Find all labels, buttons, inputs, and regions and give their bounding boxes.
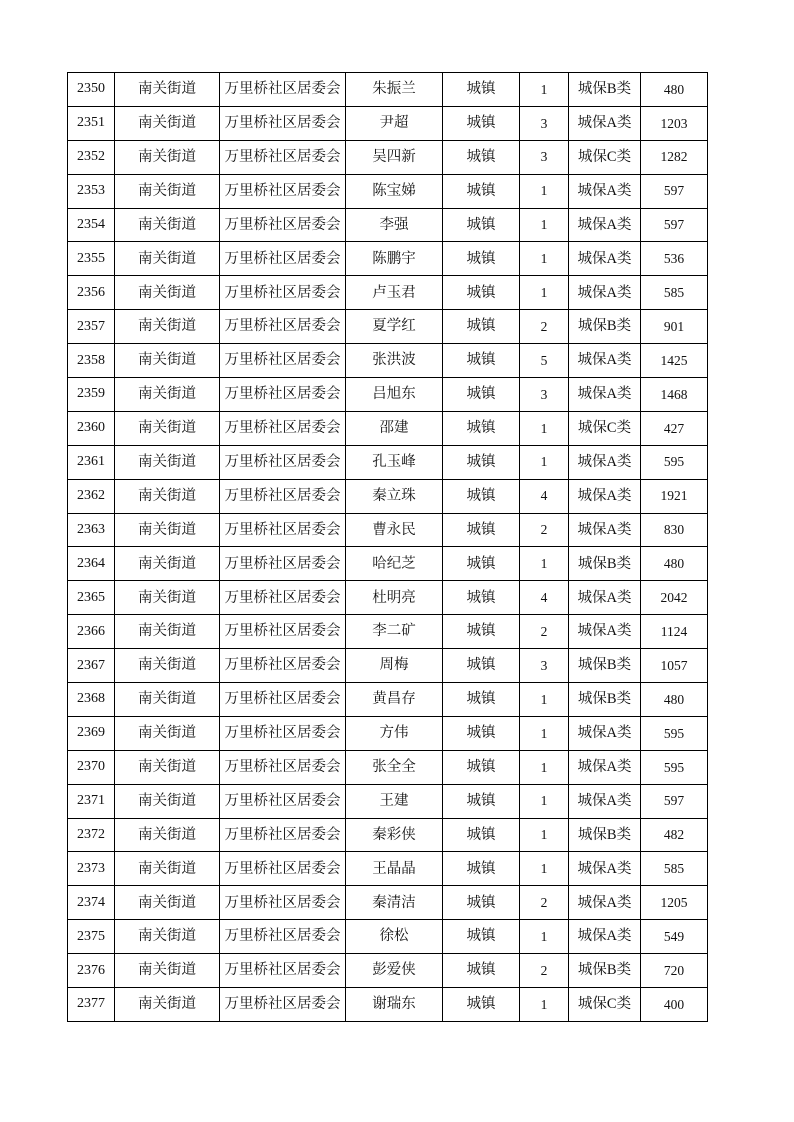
cell-community: 万里桥社区居委会 [220,750,346,784]
cell-category: 城保B类 [569,547,641,581]
table-row [68,886,708,920]
cell-street: 南关街道 [115,411,220,445]
cell-category: 城保C类 [569,988,641,1022]
cell-household-size: 2 [520,886,569,920]
cell-amount: 1468 [641,378,708,412]
cell-amount: 480 [641,547,708,581]
cell-amount: 597 [641,784,708,818]
cell-name: 张洪波 [346,344,443,378]
cell-category: 城保C类 [569,140,641,174]
cell-community: 万里桥社区居委会 [220,784,346,818]
cell-street: 南关街道 [115,174,220,208]
cell-area-type: 城镇 [443,954,520,988]
cell-area-type: 城镇 [443,73,520,107]
data-table [67,72,708,1022]
cell-area-type: 城镇 [443,208,520,242]
cell-household-size: 1 [520,547,569,581]
cell-name: 徐松 [346,920,443,954]
cell-household-size: 1 [520,208,569,242]
cell-name: 吕旭东 [346,378,443,412]
table-row [68,683,708,717]
cell-community: 万里桥社区居委会 [220,276,346,310]
cell-serial-number: 2373 [68,852,115,886]
cell-category: 城保A类 [569,479,641,513]
cell-street: 南关街道 [115,683,220,717]
cell-area-type: 城镇 [443,784,520,818]
cell-serial-number: 2356 [68,276,115,310]
cell-serial-number: 2353 [68,174,115,208]
cell-community: 万里桥社区居委会 [220,140,346,174]
cell-serial-number: 2352 [68,140,115,174]
cell-amount: 427 [641,411,708,445]
cell-street: 南关街道 [115,344,220,378]
cell-street: 南关街道 [115,649,220,683]
cell-category: 城保C类 [569,411,641,445]
cell-household-size: 1 [520,445,569,479]
cell-serial-number: 2350 [68,73,115,107]
cell-name: 张全全 [346,750,443,784]
cell-area-type: 城镇 [443,716,520,750]
cell-serial-number: 2354 [68,208,115,242]
cell-street: 南关街道 [115,479,220,513]
cell-area-type: 城镇 [443,344,520,378]
cell-community: 万里桥社区居委会 [220,683,346,717]
cell-community: 万里桥社区居委会 [220,344,346,378]
table-row [68,276,708,310]
cell-community: 万里桥社区居委会 [220,513,346,547]
cell-area-type: 城镇 [443,276,520,310]
cell-community: 万里桥社区居委会 [220,547,346,581]
cell-area-type: 城镇 [443,615,520,649]
cell-amount: 585 [641,852,708,886]
cell-amount: 480 [641,683,708,717]
cell-serial-number: 2368 [68,683,115,717]
table-row [68,716,708,750]
cell-area-type: 城镇 [443,750,520,784]
cell-street: 南关街道 [115,276,220,310]
cell-name: 秦立珠 [346,479,443,513]
cell-household-size: 2 [520,954,569,988]
cell-serial-number: 2371 [68,784,115,818]
cell-street: 南关街道 [115,954,220,988]
table-row [68,242,708,276]
cell-street: 南关街道 [115,73,220,107]
cell-category: 城保A类 [569,208,641,242]
cell-street: 南关街道 [115,750,220,784]
cell-serial-number: 2357 [68,310,115,344]
cell-name: 哈纪芝 [346,547,443,581]
cell-name: 李二矿 [346,615,443,649]
cell-serial-number: 2359 [68,378,115,412]
table-row [68,344,708,378]
cell-category: 城保A类 [569,750,641,784]
cell-serial-number: 2375 [68,920,115,954]
cell-category: 城保A类 [569,344,641,378]
cell-street: 南关街道 [115,886,220,920]
cell-serial-number: 2360 [68,411,115,445]
cell-community: 万里桥社区居委会 [220,954,346,988]
cell-serial-number: 2365 [68,581,115,615]
cell-community: 万里桥社区居委会 [220,988,346,1022]
cell-household-size: 1 [520,716,569,750]
table-row [68,378,708,412]
cell-household-size: 3 [520,140,569,174]
cell-name: 秦清洁 [346,886,443,920]
cell-household-size: 1 [520,174,569,208]
cell-household-size: 3 [520,106,569,140]
cell-serial-number: 2374 [68,886,115,920]
cell-area-type: 城镇 [443,106,520,140]
cell-category: 城保B类 [569,310,641,344]
cell-household-size: 1 [520,242,569,276]
cell-name: 王建 [346,784,443,818]
cell-category: 城保A类 [569,852,641,886]
cell-street: 南关街道 [115,378,220,412]
cell-amount: 597 [641,208,708,242]
cell-name: 方伟 [346,716,443,750]
cell-community: 万里桥社区居委会 [220,615,346,649]
cell-street: 南关街道 [115,818,220,852]
cell-street: 南关街道 [115,784,220,818]
cell-amount: 1425 [641,344,708,378]
cell-household-size: 1 [520,920,569,954]
cell-amount: 1124 [641,615,708,649]
cell-name: 周梅 [346,649,443,683]
cell-name: 李强 [346,208,443,242]
cell-serial-number: 2364 [68,547,115,581]
cell-amount: 1203 [641,106,708,140]
cell-community: 万里桥社区居委会 [220,106,346,140]
table-row [68,73,708,107]
cell-street: 南关街道 [115,106,220,140]
cell-name: 黄昌存 [346,683,443,717]
cell-amount: 2042 [641,581,708,615]
cell-name: 夏学红 [346,310,443,344]
cell-household-size: 2 [520,615,569,649]
cell-community: 万里桥社区居委会 [220,208,346,242]
cell-amount: 549 [641,920,708,954]
table-row [68,649,708,683]
cell-category: 城保A类 [569,513,641,547]
cell-area-type: 城镇 [443,445,520,479]
cell-amount: 595 [641,750,708,784]
table-row [68,547,708,581]
cell-category: 城保B类 [569,683,641,717]
cell-amount: 585 [641,276,708,310]
cell-community: 万里桥社区居委会 [220,716,346,750]
cell-amount: 1205 [641,886,708,920]
cell-area-type: 城镇 [443,988,520,1022]
table-row [68,174,708,208]
table-row [68,513,708,547]
table-row [68,411,708,445]
cell-household-size: 4 [520,581,569,615]
cell-community: 万里桥社区居委会 [220,174,346,208]
cell-community: 万里桥社区居委会 [220,378,346,412]
cell-amount: 595 [641,445,708,479]
cell-area-type: 城镇 [443,683,520,717]
cell-amount: 536 [641,242,708,276]
cell-category: 城保A类 [569,378,641,412]
table-row [68,581,708,615]
cell-category: 城保A类 [569,106,641,140]
cell-community: 万里桥社区居委会 [220,818,346,852]
cell-category: 城保B类 [569,954,641,988]
table-row [68,140,708,174]
cell-name: 秦彩侠 [346,818,443,852]
cell-name: 卢玉君 [346,276,443,310]
cell-name: 曹永民 [346,513,443,547]
cell-street: 南关街道 [115,310,220,344]
cell-category: 城保B类 [569,73,641,107]
cell-serial-number: 2355 [68,242,115,276]
cell-category: 城保A类 [569,886,641,920]
cell-serial-number: 2363 [68,513,115,547]
cell-area-type: 城镇 [443,581,520,615]
cell-area-type: 城镇 [443,818,520,852]
cell-amount: 482 [641,818,708,852]
cell-street: 南关街道 [115,615,220,649]
cell-name: 朱振兰 [346,73,443,107]
cell-household-size: 2 [520,310,569,344]
cell-name: 尹超 [346,106,443,140]
cell-area-type: 城镇 [443,920,520,954]
cell-amount: 400 [641,988,708,1022]
cell-community: 万里桥社区居委会 [220,445,346,479]
cell-household-size: 1 [520,988,569,1022]
cell-category: 城保A类 [569,174,641,208]
cell-category: 城保A类 [569,242,641,276]
cell-serial-number: 2366 [68,615,115,649]
cell-street: 南关街道 [115,988,220,1022]
cell-serial-number: 2367 [68,649,115,683]
table-row [68,818,708,852]
cell-street: 南关街道 [115,547,220,581]
cell-name: 杜明亮 [346,581,443,615]
table-row [68,954,708,988]
cell-household-size: 3 [520,649,569,683]
cell-area-type: 城镇 [443,649,520,683]
cell-amount: 1057 [641,649,708,683]
table-row [68,615,708,649]
cell-category: 城保A类 [569,784,641,818]
cell-amount: 595 [641,716,708,750]
cell-amount: 597 [641,174,708,208]
cell-household-size: 1 [520,276,569,310]
cell-street: 南关街道 [115,513,220,547]
table-row [68,784,708,818]
cell-serial-number: 2376 [68,954,115,988]
cell-serial-number: 2362 [68,479,115,513]
cell-community: 万里桥社区居委会 [220,479,346,513]
cell-name: 孔玉峰 [346,445,443,479]
cell-street: 南关街道 [115,140,220,174]
cell-street: 南关街道 [115,445,220,479]
cell-category: 城保B类 [569,818,641,852]
cell-name: 邵建 [346,411,443,445]
cell-household-size: 1 [520,683,569,717]
cell-household-size: 1 [520,852,569,886]
cell-community: 万里桥社区居委会 [220,886,346,920]
cell-amount: 901 [641,310,708,344]
cell-community: 万里桥社区居委会 [220,73,346,107]
cell-category: 城保A类 [569,445,641,479]
cell-name: 陈鹏宇 [346,242,443,276]
cell-amount: 480 [641,73,708,107]
cell-area-type: 城镇 [443,378,520,412]
cell-household-size: 1 [520,73,569,107]
cell-name: 陈宝娣 [346,174,443,208]
cell-category: 城保A类 [569,920,641,954]
cell-serial-number: 2358 [68,344,115,378]
table-row [68,445,708,479]
cell-serial-number: 2372 [68,818,115,852]
cell-household-size: 1 [520,750,569,784]
cell-community: 万里桥社区居委会 [220,310,346,344]
table-body [68,73,708,1022]
table-row [68,479,708,513]
cell-amount: 720 [641,954,708,988]
cell-category: 城保A类 [569,581,641,615]
cell-area-type: 城镇 [443,852,520,886]
cell-street: 南关街道 [115,242,220,276]
cell-household-size: 1 [520,411,569,445]
cell-amount: 830 [641,513,708,547]
cell-street: 南关街道 [115,716,220,750]
cell-household-size: 5 [520,344,569,378]
table-row [68,106,708,140]
cell-serial-number: 2351 [68,106,115,140]
table-row [68,852,708,886]
cell-household-size: 1 [520,784,569,818]
cell-household-size: 3 [520,378,569,412]
cell-street: 南关街道 [115,581,220,615]
cell-street: 南关街道 [115,920,220,954]
table-row [68,920,708,954]
cell-area-type: 城镇 [443,886,520,920]
cell-household-size: 2 [520,513,569,547]
cell-household-size: 1 [520,818,569,852]
table-row [68,208,708,242]
cell-name: 吴四新 [346,140,443,174]
cell-name: 谢瑞东 [346,988,443,1022]
cell-serial-number: 2370 [68,750,115,784]
cell-area-type: 城镇 [443,310,520,344]
table-row [68,750,708,784]
cell-serial-number: 2361 [68,445,115,479]
cell-category: 城保A类 [569,716,641,750]
table-row [68,310,708,344]
cell-household-size: 4 [520,479,569,513]
cell-name: 彭爱侠 [346,954,443,988]
cell-community: 万里桥社区居委会 [220,649,346,683]
cell-serial-number: 2377 [68,988,115,1022]
cell-area-type: 城镇 [443,479,520,513]
cell-area-type: 城镇 [443,242,520,276]
cell-amount: 1282 [641,140,708,174]
cell-area-type: 城镇 [443,174,520,208]
cell-area-type: 城镇 [443,547,520,581]
cell-amount: 1921 [641,479,708,513]
cell-category: 城保A类 [569,615,641,649]
cell-community: 万里桥社区居委会 [220,852,346,886]
cell-category: 城保A类 [569,276,641,310]
cell-area-type: 城镇 [443,140,520,174]
cell-area-type: 城镇 [443,411,520,445]
cell-community: 万里桥社区居委会 [220,581,346,615]
cell-community: 万里桥社区居委会 [220,242,346,276]
cell-street: 南关街道 [115,852,220,886]
cell-serial-number: 2369 [68,716,115,750]
cell-area-type: 城镇 [443,513,520,547]
cell-street: 南关街道 [115,208,220,242]
cell-community: 万里桥社区居委会 [220,920,346,954]
table-row [68,988,708,1022]
cell-name: 王晶晶 [346,852,443,886]
cell-community: 万里桥社区居委会 [220,411,346,445]
cell-category: 城保B类 [569,649,641,683]
